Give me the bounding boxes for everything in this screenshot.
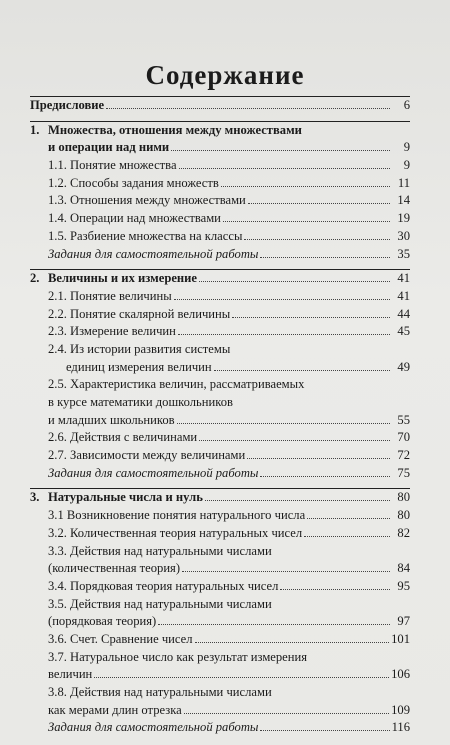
toc-entry-label: 2.7. Зависимости между величинами xyxy=(48,448,246,463)
toc-entry-page: 45 xyxy=(397,324,410,339)
toc-entry-tasks xyxy=(30,465,410,483)
toc-entry xyxy=(30,228,410,246)
toc-entry-label: 2.1. Понятие величины xyxy=(48,288,172,303)
toc-entry xyxy=(30,543,410,561)
leader-dots xyxy=(260,476,390,477)
toc-entry-label: Задания для самостоятельной работы xyxy=(48,465,259,480)
toc-entry xyxy=(30,306,410,324)
leader-dots xyxy=(247,458,390,459)
leader-dots xyxy=(304,536,390,537)
toc-entry-page: 80 xyxy=(397,490,410,505)
toc-entry-page: 9 xyxy=(403,140,410,155)
toc-entry-label: единиц измерения величин xyxy=(66,359,212,374)
leader-dots xyxy=(178,334,390,335)
chapter-number: 2. xyxy=(30,271,40,286)
toc-entry xyxy=(30,192,410,210)
toc-entry-cont xyxy=(30,394,410,412)
toc-entry-label: и младших школьников xyxy=(48,412,175,427)
toc-entry-page: 30 xyxy=(397,228,410,243)
chapter-title-line: и операции над ними xyxy=(48,140,170,155)
toc-entry-page: 101 xyxy=(391,631,410,646)
toc-entry-page: 116 xyxy=(391,720,410,735)
toc-entry-page: 80 xyxy=(397,508,410,523)
toc-entry-page: 75 xyxy=(397,465,410,480)
leader-dots xyxy=(244,239,390,240)
leader-dots xyxy=(179,168,390,169)
toc-entry-label: 2.5. Характеристика величин, рассматриваемых xyxy=(48,377,305,392)
toc-entry xyxy=(30,323,410,341)
toc-entry-label: 1.1. Понятие множества xyxy=(48,158,177,173)
toc-entry-tasks xyxy=(30,719,410,737)
toc-entry-tasks xyxy=(30,246,410,264)
toc-entry-cont xyxy=(30,666,410,684)
toc-entry-cont xyxy=(30,702,410,720)
leader-dots xyxy=(177,423,390,424)
toc-entry-page: 49 xyxy=(397,359,410,374)
toc-entry-label: как мерами длин отрезка xyxy=(48,702,182,717)
table-of-contents xyxy=(30,96,410,737)
toc-entry-label: 3.8. Действия над натуральными числами xyxy=(48,685,272,699)
toc-entry-page: 106 xyxy=(391,667,410,682)
leader-dots xyxy=(205,500,390,501)
toc-entry-label: величин xyxy=(48,667,93,682)
toc-entry-page: 70 xyxy=(397,430,410,445)
toc-entry xyxy=(30,341,410,359)
leader-dots xyxy=(182,571,390,572)
toc-entry-cont xyxy=(30,560,410,578)
toc-entry-page: 35 xyxy=(397,246,410,261)
toc-entry-page: 11 xyxy=(397,175,410,190)
toc-entry-label: Предисловие xyxy=(30,98,105,112)
toc-entry-page: 44 xyxy=(397,306,410,321)
leader-dots xyxy=(199,281,390,282)
toc-entry-page: 97 xyxy=(397,614,410,629)
page-title: Содержание xyxy=(145,60,305,90)
leader-dots xyxy=(260,730,389,731)
toc-entry xyxy=(30,210,410,228)
toc-entry xyxy=(30,578,410,596)
toc-entry-label: в курсе математики дошкольников xyxy=(48,395,233,409)
toc-entry-label: Задания для самостоятельной работы xyxy=(48,720,259,735)
toc-entry-label: (порядковая теория) xyxy=(48,614,157,629)
leader-dots xyxy=(184,713,389,714)
leader-dots xyxy=(174,299,390,300)
toc-entry-page: 9 xyxy=(403,158,410,173)
toc-entry xyxy=(30,288,410,306)
toc-entry-page: 6 xyxy=(403,98,410,112)
toc-entry-label: 1.5. Разбиение множества на классы xyxy=(48,228,243,243)
toc-entry xyxy=(30,631,410,649)
toc-entry-cont xyxy=(30,359,410,377)
toc-entry-label: 3.3. Действия над натуральными числами xyxy=(48,543,272,558)
toc-entry-label: (количественная теория) xyxy=(48,561,181,576)
toc-entry-page: 55 xyxy=(397,412,410,427)
toc-entry-label: 1.2. Способы задания множеств xyxy=(48,175,219,190)
leader-dots xyxy=(106,108,390,109)
toc-entry-page: 95 xyxy=(397,578,410,593)
toc-entry xyxy=(30,447,410,465)
toc-entry-label: 2.3. Измерение величин xyxy=(48,324,176,339)
toc-entry xyxy=(30,507,410,525)
chapter-heading-cont xyxy=(30,139,410,157)
toc-entry-page: 72 xyxy=(397,448,410,463)
toc-entry xyxy=(30,649,410,667)
toc-entry xyxy=(30,175,410,193)
toc-entry-page: 109 xyxy=(391,702,410,717)
toc-entry xyxy=(30,429,410,447)
leader-dots xyxy=(223,221,390,222)
toc-entry-label: 3.2. Количественная теория натуральных чисел xyxy=(48,525,303,540)
chapter-title-line: Натуральные числа и нуль xyxy=(48,490,203,505)
toc-entry-cont xyxy=(30,613,410,631)
leader-dots xyxy=(248,203,390,204)
toc-entry-label: 3.6. Счет. Сравнение чисел xyxy=(48,631,193,646)
toc-entry-preface xyxy=(30,97,410,115)
toc-entry xyxy=(30,376,410,394)
toc-entry xyxy=(30,525,410,543)
toc-entry-label: 2.4. Из истории развития системы xyxy=(48,341,231,356)
toc-entry-label: 3.1 Возникновение понятия натурального числа xyxy=(48,508,306,523)
toc-entry-page: 41 xyxy=(397,271,410,286)
toc-entry-page: 19 xyxy=(397,211,410,226)
toc-entry xyxy=(30,157,410,175)
toc-entry xyxy=(30,684,410,702)
toc-entry-label: 3.7. Натуральное число как результат измерения xyxy=(48,649,308,664)
toc-entry-label: 1.3. Отношения между множествами xyxy=(48,193,246,208)
leader-dots xyxy=(260,257,390,258)
toc-entry-page: 82 xyxy=(397,525,410,540)
toc-entry-label: 2.6. Действия с величинами xyxy=(48,430,198,445)
leader-dots xyxy=(195,642,390,643)
leader-dots xyxy=(221,186,390,187)
toc-entry-label: 3.5. Действия над натуральными числами xyxy=(48,596,272,611)
leader-dots xyxy=(214,370,390,371)
chapter-heading xyxy=(30,270,410,288)
leader-dots xyxy=(307,518,390,519)
chapter-title-line: Множества, отношения между множествами xyxy=(48,122,302,137)
toc-entry-label: Задания для самостоятельной работы xyxy=(48,246,259,261)
toc-entry-label: 1.4. Операции над множествами xyxy=(48,211,221,226)
chapter-heading xyxy=(30,489,410,507)
leader-dots xyxy=(232,317,390,318)
toc-entry xyxy=(30,596,410,614)
toc-entry-page: 41 xyxy=(397,288,410,303)
leader-dots xyxy=(199,440,390,441)
toc-entry-label: 3.4. Порядковая теория натуральных чисел xyxy=(48,578,279,593)
leader-dots xyxy=(94,677,389,678)
chapter-title-line: Величины и их измерение xyxy=(48,271,198,286)
chapter-number: 3. xyxy=(30,490,40,505)
toc-entry-cont xyxy=(30,412,410,430)
leader-dots xyxy=(280,589,390,590)
leader-dots xyxy=(158,624,390,625)
toc-entry-page: 84 xyxy=(397,561,410,576)
toc-entry-label: 2.2. Понятие скалярной величины xyxy=(48,306,231,321)
chapter-number: 1. xyxy=(30,122,40,137)
leader-dots xyxy=(171,150,390,151)
chapter-heading xyxy=(30,122,410,140)
toc-entry-page: 14 xyxy=(397,193,410,208)
